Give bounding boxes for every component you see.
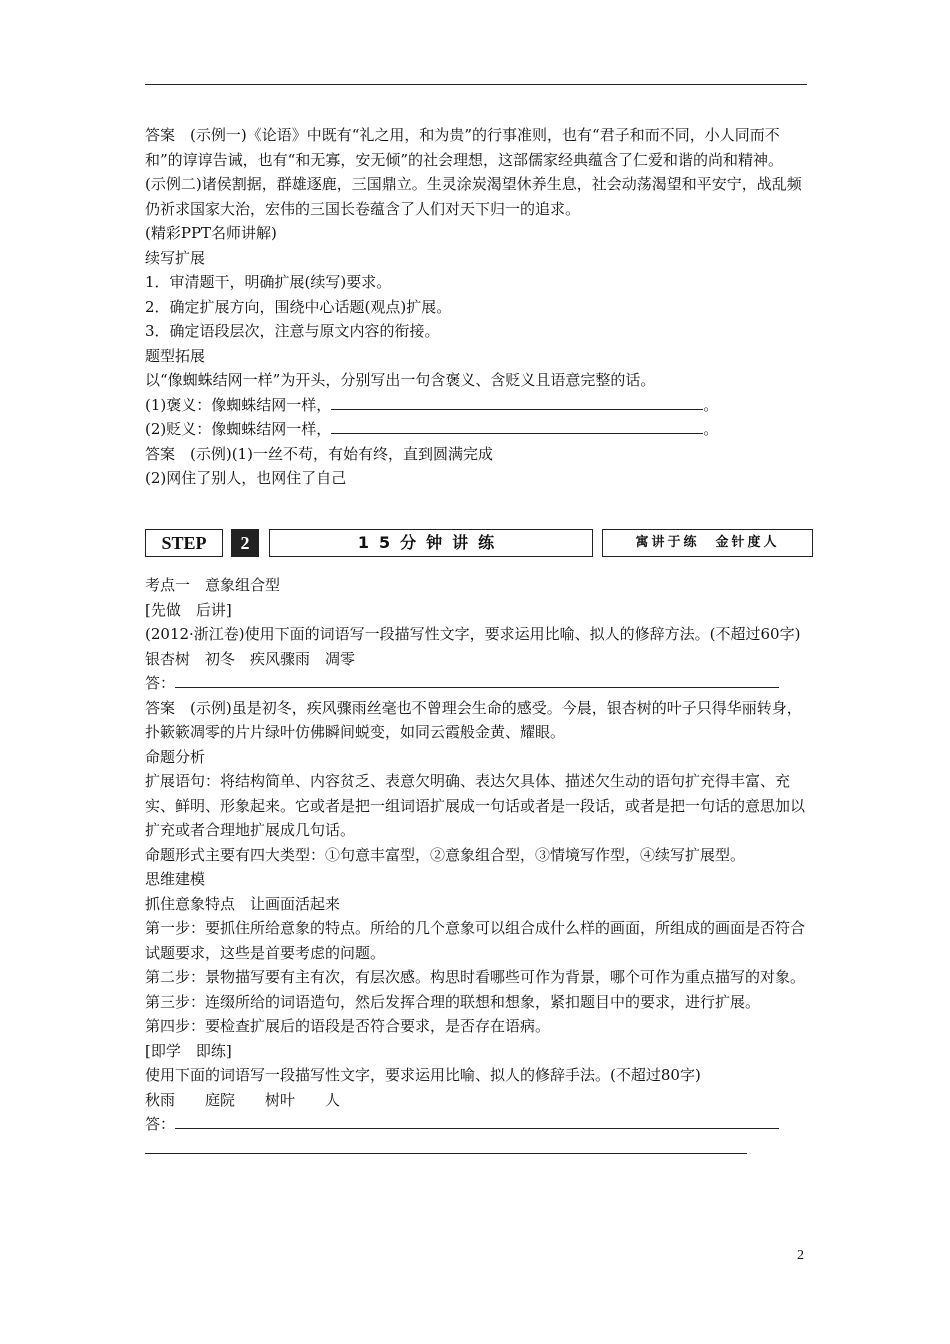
question-forms: 命题形式主要有四大类型：①句意丰富型，②意象组合型，③情境写作型，④续写扩展型。 — [145, 845, 746, 864]
practice-question: 使用下面的词语写一段描写性文字，要求运用比喻、拟人的修辞手法。(不超过80字) — [145, 1066, 701, 1084]
heading-question-type: 题型拓展 — [145, 346, 206, 365]
heading-modeling: 思维建模 — [145, 870, 206, 888]
praise-answer-line — [145, 393, 815, 418]
exam-question: (2012·浙江卷)使用下面的词语写一段描写性文字，要求运用比喻、拟人的修辞方法。(不超过60字) — [145, 625, 801, 643]
section-practice — [145, 573, 815, 1161]
answer-label-2: 答： — [145, 1115, 176, 1133]
banner-motto: 寓讲于练 金针度人 — [602, 529, 813, 557]
answer-example-1: 答案 (示例一)《论语》中既有“礼之用，和为贵”的行事准则，也有“君子和而不同，小人同而不和”的谆谆告诫，也有“和无寡，安无倾”的社会理想，这部儒家经典蕴含了仁爱和谐的尚和精神。 — [145, 126, 784, 169]
answer-blank-2[interactable] — [175, 1112, 779, 1129]
step-one: 第一步：要抓住所给意象的特点。所给的几个意象可以组合成什么样的画面，所组成的画面是否符合试题要求，这些是首要考虑的问题。 — [145, 919, 806, 962]
praise-blank[interactable] — [331, 393, 703, 410]
answer-line-3 — [145, 1137, 815, 1162]
topic-heading: 考点一 意象组合型 — [145, 576, 281, 594]
derogatory-blank[interactable] — [331, 417, 703, 434]
answer-blank-1[interactable] — [175, 671, 779, 688]
answer-label: 答： — [145, 674, 176, 692]
ppt-note: (精彩PPT名师讲解) — [145, 224, 277, 242]
section-answers-and-expansion — [145, 123, 815, 491]
step-item-1: 1．审清题干，明确扩展(续写)要求。 — [145, 273, 392, 291]
modeling-subtitle: 抓住意象特点 让画面活起来 — [145, 894, 341, 913]
subheading-practice: [即学 即练] — [145, 1041, 232, 1060]
subheading-do-first: [先做 后讲] — [145, 600, 232, 619]
heading-continuation: 续写扩展 — [145, 248, 206, 267]
step-item-3: 3．确定语段层次，注意与原文内容的衔接。 — [145, 322, 440, 340]
derogatory-prefix: (2)贬义：像蜘蛛结网一样， — [145, 420, 332, 438]
header-rule — [145, 84, 807, 85]
heading-analysis: 命题分析 — [145, 747, 206, 766]
step-two: 第二步：景物描写要有主有次，有层次感。构思时看哪些可作为背景，哪个可作为重点描写的对象。 — [145, 968, 806, 986]
step-three: 第三步：连缀所给的词语造句，然后发挥合理的联想和想象，紧扣题目中的要求，进行扩展。 — [145, 992, 761, 1011]
answer-example-2: (示例二)诸侯割据，群雄逐鹿，三国鼎立。生灵涂炭渴望休养生息，社会动荡渴望和平安宁，战乱频仍祈求国家大治，宏伟的三国长卷蕴含了人们对天下归一的追求。 — [145, 175, 802, 218]
sample-answer-1: 答案 (示例)(1)一丝不苟，有始有终，直到圆满完成 — [145, 444, 493, 463]
derogatory-end: 。 — [703, 420, 719, 438]
step-four: 第四步：要检查扩展后的语段是否符合要求，是否存在语病。 — [145, 1017, 551, 1035]
answer-line-1 — [145, 671, 815, 696]
practice-words: 秋雨 庭院 树叶 人 — [145, 1090, 341, 1109]
analysis-paragraph: 扩展语句：将结构简单、内容贫乏、表意欠明确、表达欠具体、描述欠生动的语句扩充得丰富、充实、鲜明、形象起来。它或者是把一组词语扩展成一句话或者是一段话，或者是把一句话的意思加以扩充或者合理地扩展成几句话。 — [145, 772, 806, 839]
step-label: STEP — [145, 529, 223, 557]
answer-blank-3[interactable] — [145, 1137, 747, 1154]
step-banner — [145, 528, 813, 558]
step-item-2: 2．确定扩展方向，围绕中心话题(观点)扩展。 — [145, 297, 452, 316]
answer-line-2 — [145, 1112, 815, 1137]
page-number: 2 — [797, 1248, 804, 1263]
praise-prefix: (1)褒义：像蜘蛛结网一样， — [145, 395, 332, 414]
derogatory-answer-line — [145, 417, 815, 442]
sample-answer-2: (2)网住了别人，也网住了自己 — [145, 469, 347, 487]
banner-title: 15分钟讲练 — [269, 529, 593, 557]
praise-end: 。 — [703, 395, 719, 414]
question-prompt: 以“像蜘蛛结网一样”为开头，分别写出一句含褒义、含贬义且语意完整的话。 — [145, 371, 656, 389]
given-words: 银杏树 初冬 疾风骤雨 凋零 — [145, 649, 356, 668]
step-number-badge: 2 — [231, 529, 259, 557]
sample-answer-paragraph: 答案 (示例)虽是初冬，疾风骤雨丝毫也不曾理会生命的感受。今晨，银杏树的叶子只得华丽转身，扑簌簌凋零的片片绿叶仿佛瞬间蜕变，如同云霞般金黄、耀眼。 — [145, 698, 802, 741]
